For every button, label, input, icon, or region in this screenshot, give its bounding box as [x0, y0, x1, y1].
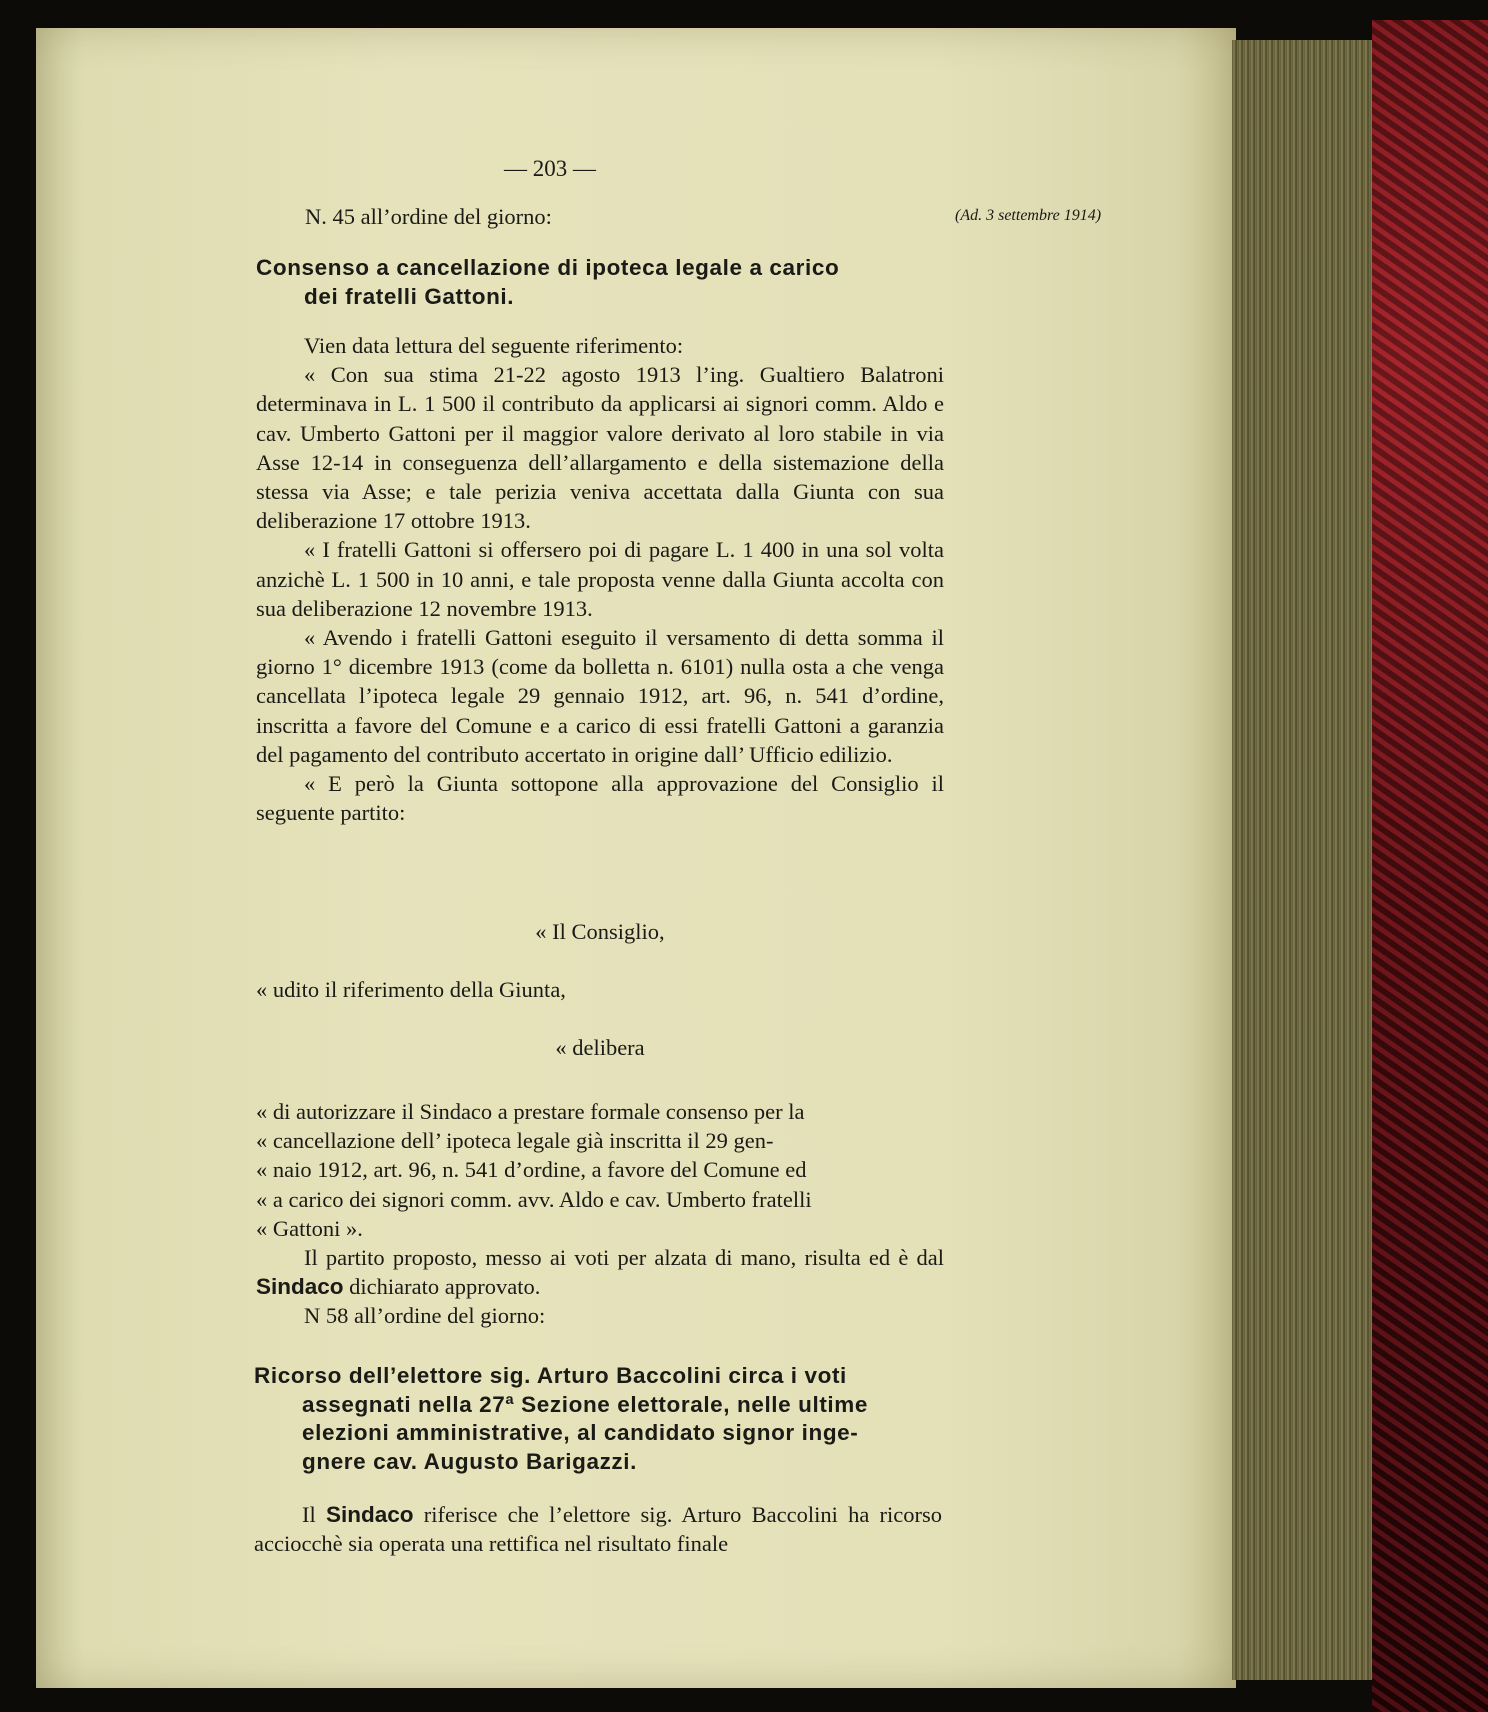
- body-text: [256, 331, 944, 827]
- item-label: N. 45 all’ordine del giorno:: [305, 204, 552, 229]
- consiglio-line: « Il Consiglio,: [535, 919, 665, 944]
- book-cover: [1372, 20, 1488, 1712]
- item-title-line: assegnati nella 27ª Sezione elettorale, nelle ultime: [302, 1391, 868, 1417]
- item-title-line: elezioni amministrative, al candidato signor inge-: [302, 1420, 859, 1445]
- closing-post: riferisce che l’elettore sig. Arturo Baccolini ha ricorso acciocchè sia operata una rettifica nel risultato finale: [254, 1502, 943, 1557]
- page-edges: [1232, 40, 1372, 1680]
- item-title-line: Consenso a cancellazione di ipoteca legale a carico: [256, 255, 840, 280]
- next-item-label: N 58 all’ordine del giorno:: [304, 1303, 546, 1329]
- udito-line: « udito il riferimento della Giunta,: [256, 977, 566, 1003]
- vote-text: dichiarato approvato.: [349, 1274, 541, 1300]
- resolution-block: [256, 917, 944, 1063]
- quote-line: « a carico dei signori comm. avv. Aldo e cav. Umberto fratelli: [256, 1186, 812, 1212]
- sindaco-name: Sindaco: [256, 1274, 344, 1300]
- item-title: [254, 1362, 868, 1476]
- page-number: — 203 —: [504, 156, 596, 181]
- closing-pre: Il: [302, 1502, 316, 1527]
- vote-result: [256, 1243, 944, 1301]
- delibera-line: « delibera: [555, 1035, 645, 1061]
- session-date: (Ad. 3 settembre 1914): [955, 207, 1102, 224]
- quote-line: « naio 1912, art. 96, n. 541 d’ordine, a favore del Comune ed: [256, 1157, 807, 1183]
- vote-text: Il partito proposto, messo ai voti per alzata di mano, risulta ed è dal: [304, 1245, 944, 1271]
- item-title: [256, 254, 839, 311]
- paragraph: « E però la Giunta sottopone alla approvazione del Consiglio il seguente partito:: [256, 771, 944, 826]
- paragraph: « Avendo i fratelli Gattoni eseguito il versamento di detta somma il giorno 1° dicembre 1913 (come da bolletta n. 6101) nulla osta a che venga cancellata l’ipoteca legale 29 gennaio 1912, art. 96, n. 541 d’ordine, inscritta a favore del Comune e a carico di essi fratelli Gattoni a garanzia del pagamento del contributo accertato in origine dall’ Ufficio edilizio.: [256, 625, 944, 767]
- item-title-line: dei fratelli Gattoni.: [304, 283, 515, 309]
- quote-line: « di autorizzare il Sindaco a prestare formale consenso per la: [256, 1099, 805, 1124]
- paragraph: « Con sua stima 21-22 agosto 1913 l’ing. Gualtiero Balatroni determinava in L. 1 500 il contributo da applicarsi ai signori comm. Aldo e cav. Umberto Gattoni per il maggior valore derivato al loro stabile in via Asse 12-14 in conseguenza dell’allargamento e della sistemazione della stessa via Asse; e tale perizia veniva accettata dalla Giunta con sua deliberazione 17 ottobre 1913.: [256, 362, 944, 534]
- item-title-line: gnere cav. Augusto Barigazzi.: [302, 1448, 637, 1474]
- paragraph: « I fratelli Gattoni si offersero poi di pagare L. 1 400 in una sol volta anzichè L. 1 500 in 10 anni, e tale proposta venne dalla Giunta accolta con sua deliberazione 12 novembre 1913.: [256, 537, 944, 621]
- paragraph: [254, 1500, 942, 1558]
- closing-text: [254, 1500, 942, 1558]
- paragraph: Vien data lettura del seguente riferimento:: [304, 333, 684, 358]
- quote-line: « Gattoni ».: [256, 1215, 363, 1241]
- sindaco-name: Sindaco: [325, 1502, 414, 1527]
- quote-line: « cancellazione dell’ ipoteca legale già inscritta il 29 gen-: [256, 1128, 774, 1154]
- item-title-line: Ricorso dell’elettore sig. Arturo Baccolini circa i voti: [254, 1363, 847, 1388]
- resolution-quote: [256, 1097, 944, 1331]
